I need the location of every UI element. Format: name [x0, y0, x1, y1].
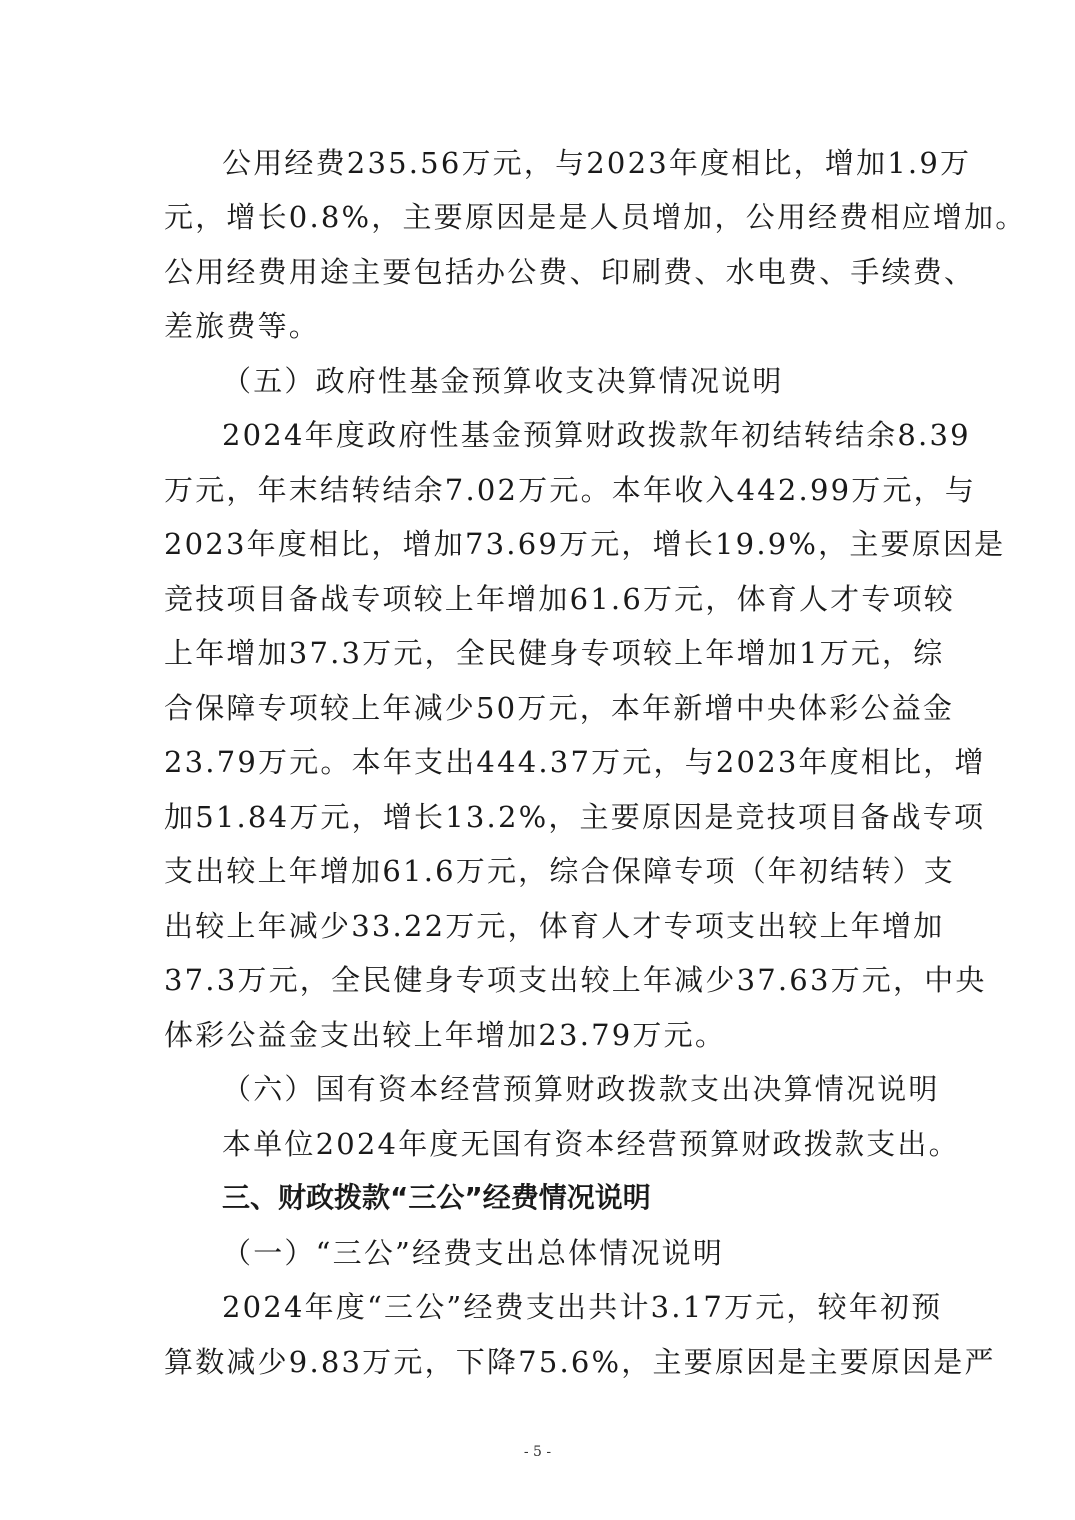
paragraph-line: 万元，年末结转结余7.02万元。本年收入442.99万元，与	[164, 473, 977, 507]
paragraph-line: 支出较上年增加61.6万元，综合保障专项（年初结转）支	[164, 854, 955, 888]
paragraph-line: 37.3万元，全民健身专项支出较上年减少37.63万元，中央	[164, 963, 987, 997]
page-number: - 5 -	[523, 1444, 552, 1460]
subsection-heading: （六）国有资本经营预算财政拨款支出决算情况说明	[222, 1072, 940, 1106]
paragraph-line: 差旅费等。	[164, 309, 321, 343]
paragraph-line: 公用经费235.56万元，与2023年度相比，增加1.9万	[222, 146, 972, 180]
section-heading: 三、财政拨款“三公”经费情况说明	[222, 1181, 651, 1214]
paragraph-line: 2024年度政府性基金预算财政拨款年初结转结余8.39	[222, 418, 971, 452]
paragraph-line: 23.79万元。本年支出444.37万元，与2023年度相比，增	[164, 745, 986, 779]
paragraph-line: 加51.84万元，增长13.2%，主要原因是竞技项目备战专项	[164, 800, 986, 834]
paragraph-line: 合保障专项较上年减少50万元，本年新增中央体彩公益金	[164, 691, 955, 725]
paragraph-line: 公用经费用途主要包括办公费、印刷费、水电费、手续费、	[164, 255, 976, 289]
paragraph-line: 2024年度“三公”经费支出共计3.17万元，较年初预	[222, 1290, 943, 1324]
paragraph-line: 竞技项目备战专项较上年增加61.6万元，体育人才专项较	[164, 582, 955, 616]
paragraph-line: 元，增长0.8%，主要原因是是人员增加，公用经费相应增加。	[164, 200, 1027, 234]
paragraph-line: 体彩公益金支出较上年增加23.79万元。	[164, 1018, 727, 1052]
paragraph-line: 算数减少9.83万元，下降75.6%，主要原因是主要原因是严	[164, 1345, 996, 1379]
subsection-heading: （五）政府性基金预算收支决算情况说明	[222, 364, 784, 398]
subsection-heading: （一）“三公”经费支出总体情况说明	[222, 1236, 725, 1270]
paragraph-line: 上年增加37.3万元，全民健身专项较上年增加1万元，综	[164, 636, 945, 670]
paragraph-line: 出较上年减少33.22万元，体育人才专项支出较上年增加	[164, 909, 945, 943]
paragraph-line: 2023年度相比，增加73.69万元，增长19.9%，主要原因是	[164, 527, 1006, 561]
paragraph-line: 本单位2024年度无国有资本经营预算财政拨款支出。	[222, 1127, 960, 1161]
